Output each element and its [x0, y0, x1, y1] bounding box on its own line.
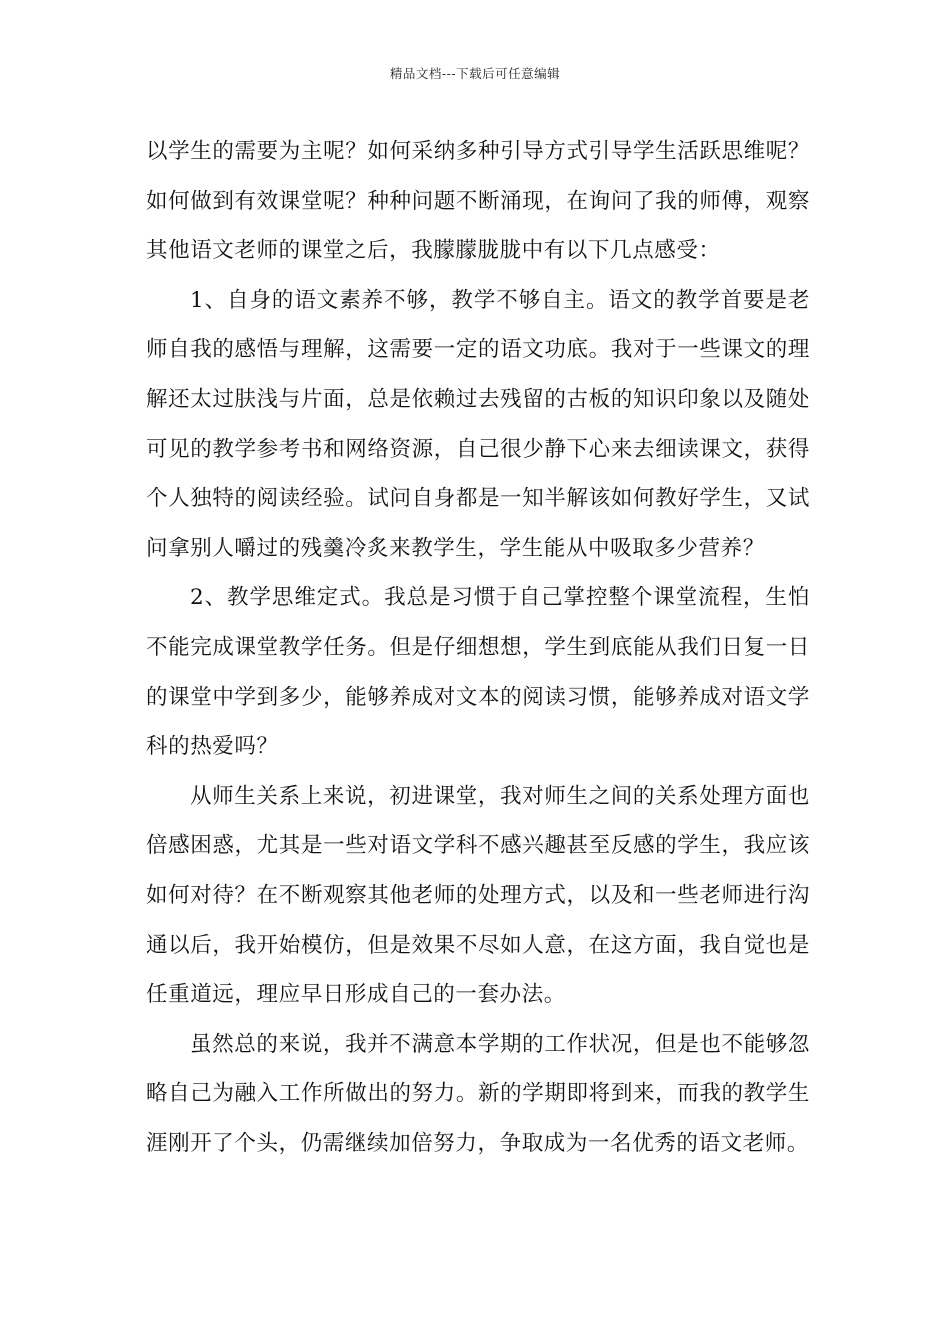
paragraph-conclusion: 虽然总的来说，我并不满意本学期的工作状况，但是也不能够忽略自己为融入工作所做出的努力。新的学期即将到来，而我的教学生涯刚开了个头，仍需继续加倍努力，争取成为一名优秀的语文老师。	[146, 1031, 810, 1156]
paragraph-point-1: 1、自身的语文素养不够，教学不够自主。语文的教学首要是老师自我的感悟与理解，这需要一定的语文功底。我对于一些课文的理解还太过肤浅与片面，总是依赖过去残留的古板的知识印象以及随处可见的教学参考书和网络资源，自己很少静下心来去细读课文，获得个人独特的阅读经验。试问自身都是一知半解该如何教好学生，又试问拿别人嚼过的残羹冷炙来教学生，学生能从中吸取多少营养？	[146, 287, 810, 561]
page-header: 精品文档---下载后可任意编辑	[389, 66, 561, 81]
document-body	[146, 127, 810, 1168]
paragraph-continuation: 以学生的需要为主呢？如何采纳多种引导方式引导学生活跃思维呢？如何做到有效课堂呢？种种问题不断涌现，在询问了我的师傅，观察其他语文老师的课堂之后，我朦朦胧胧中有以下几点感受：	[146, 139, 810, 264]
paragraph-teacher-student-relation: 从师生关系上来说，初进课堂，我对师生之间的关系处理方面也倍感困惑，尤其是一些对语文学科不感兴趣甚至反感的学生，我应该如何对待？在不断观察其他老师的处理方式，以及和一些老师进行沟通以后，我开始模仿，但是效果不尽如人意，在这方面，我自觉也是任重道远，理应早日形成自己的一套办法。	[146, 783, 810, 1008]
paragraph-point-2: 2、教学思维定式。我总是习惯于自己掌控整个课堂流程，生怕不能完成课堂教学任务。但是仔细想想，学生到底能从我们日复一日的课堂中学到多少，能够养成对文本的阅读习惯，能够养成对语文学科的热爱吗？	[146, 585, 810, 760]
